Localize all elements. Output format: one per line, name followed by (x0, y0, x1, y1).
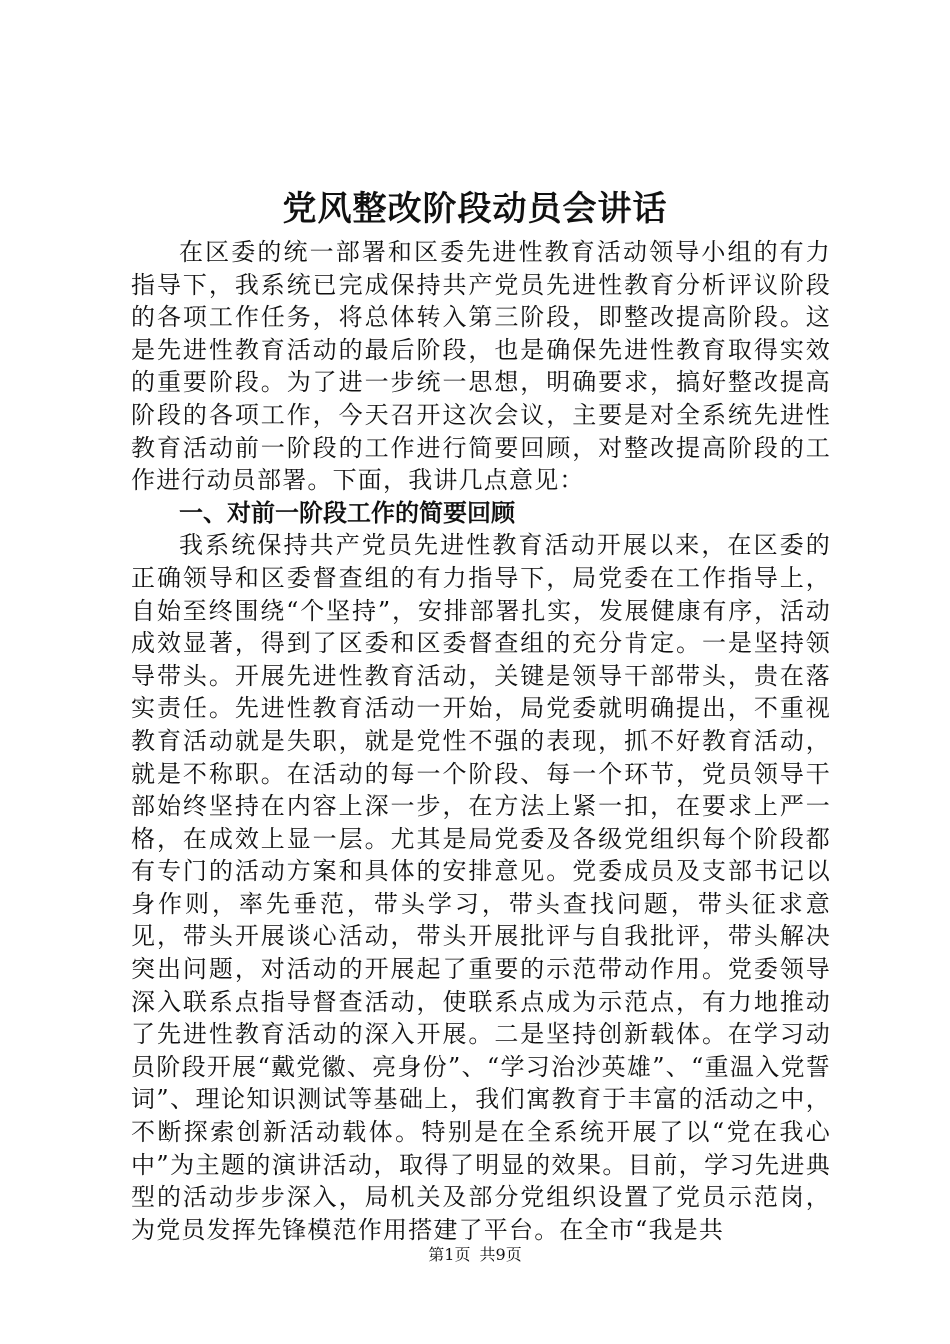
page-footer (0, 1244, 950, 1266)
document-title: 党风整改阶段动员会讲话 (282, 189, 668, 229)
intro-paragraph: 在区委的统一部署和区委先进性教育活动领导小组的有力指导下，我系统已完成保持共产党员先进性教育分析评议阶段的各项工作任务，将总体转入第三阶段，即整改提高阶段。这是先进性教育活动的最后阶段，也是确保先进性教育取得实效的重要阶段。为了进一步统一思想，明确要求，搞好整改提高阶段的各项工作，今天召开这次会议，主要是对全系统先进性教育活动前一阶段的工作进行简要回顾，对整改提高阶段的工作进行动员部署。下面，我讲几点意见： (131, 238, 831, 495)
document-body (131, 236, 831, 1246)
section-heading: 一、对前一阶段工作的简要回顾 (179, 498, 515, 527)
page-number: 第1页 (428, 1245, 471, 1264)
section-paragraph: 我系统保持共产党员先进性教育活动开展以来，在区委的正确领导和区委督查组的有力指导下，局党委在工作指导上，自始至终围绕“个坚持”，安排部署扎实，发展健康有序，活动成效显著，得到了区委和区委督查组的充分肯定。一是坚持领导带头。开展先进性教育活动，关键是领导干部带头，贵在落实责任。先进性教育活动一开始，局党委就明确提出，不重视教育活动就是失职，就是党性不强的表现，抓不好教育活动，就是不称职。在活动的每一个阶段、每一个环节，党员领导干部始终坚持在内容上深一步，在方法上紧一扣，在要求上严一格，在成效上显一层。尤其是局党委及各级党组织每个阶段都有专门的活动方案和具体的安排意见。党委成员及支部书记以身作则，率先垂范，带头学习，带头查找问题，带头征求意见，带头开展谈心活动，带头开展批评与自我批评，带头解决突出问题，对活动的开展起了重要的示范带动作用。党委领导深入联系点指导督查活动，使联系点成为示范点，有力地推动了先进性教育活动的深入开展。二是坚持创新载体。在学习动员阶段开展“戴党徽、亮身份”、“学习治沙英雄”、“重温入党誓词”、理论知识测试等基础上，我们寓教育于丰富的活动之中，不断探索创新活动载体。特别是在全系统开展了以“党在我心中”为主题的演讲活动，取得了明显的效果。目前，学习先进典型的活动步步深入，局机关及部分党组织设置了党员示范岗，为党员发挥先锋模范作用搭建了平台。在全市“我是共 (131, 531, 831, 1244)
page-total: 共9页 (479, 1245, 522, 1264)
